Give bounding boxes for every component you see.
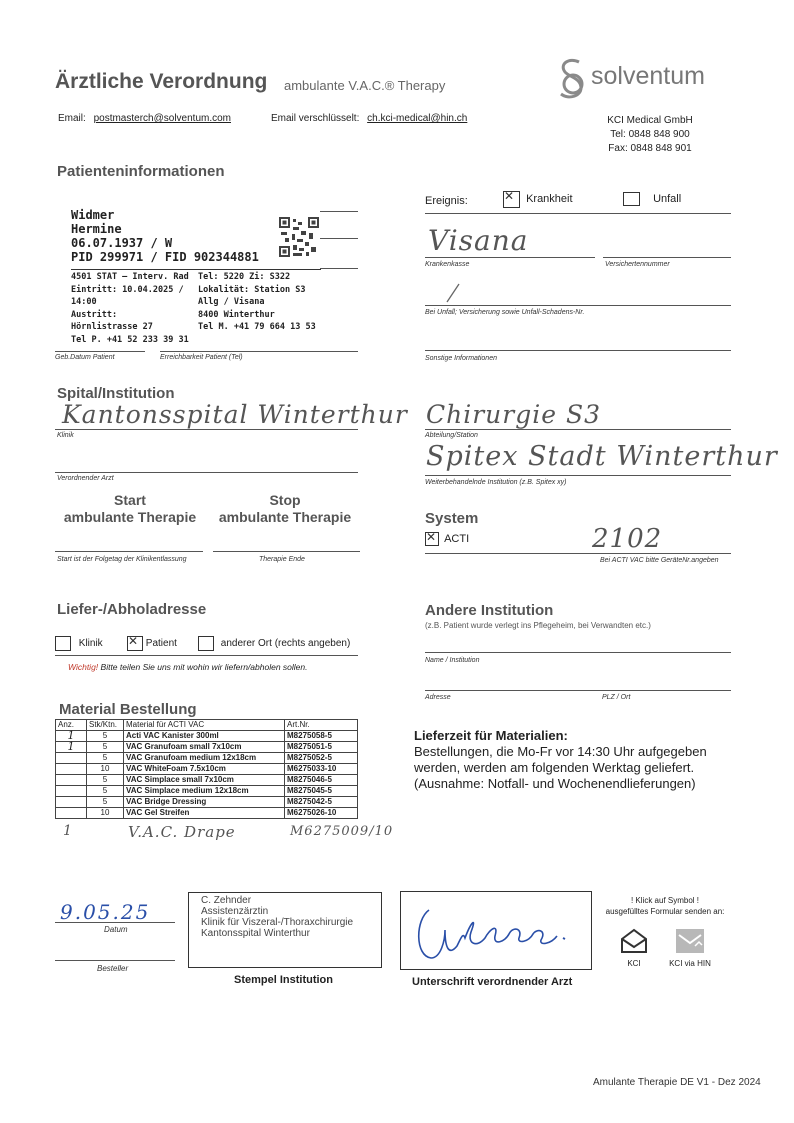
dob-field-label: Geb.Datum Patient [55, 354, 115, 361]
material-artnr-cell: M8275042-5 [285, 797, 358, 808]
send-kci-button[interactable] [619, 928, 649, 968]
material-stk-cell: 10 [87, 808, 124, 819]
lieferzeit-line3: (Ausnahme: Notfall- und Wochenendlieferungen) [414, 776, 696, 791]
material-name-cell: VAC Bridge Dressing [124, 797, 285, 808]
acti-option[interactable] [425, 532, 469, 546]
acti-checkbox[interactable] [425, 532, 439, 546]
patient-lastname: Widmer [71, 208, 115, 222]
brand-name: solventum [591, 62, 705, 90]
andere-plz-label: PLZ / Ort [602, 694, 631, 701]
material-artnr-cell: M8275045-5 [285, 786, 358, 797]
material-name-cell: VAC Granufoam medium 12x18cm [124, 753, 285, 764]
liefer-anderer-option[interactable] [198, 636, 350, 651]
krankheit-checkbox[interactable] [503, 191, 520, 208]
stamp-line-3: Klinik für Viszeral-/Thoraxchirurgie [201, 917, 354, 928]
liefer-klinik-label: Klinik [78, 638, 103, 650]
stamp-line-1: C. Zehnder [201, 895, 252, 906]
klick-line-1: ! Klick auf Symbol ! [630, 896, 700, 905]
krankenkasse-value[interactable]: Visana [428, 224, 529, 257]
material-name-cell: VAC Granufoam small 7x10cm [124, 742, 285, 753]
andere-adresse-label: Adresse [425, 694, 451, 701]
klinik-value[interactable]: Kantonsspital Winterthur [62, 400, 408, 429]
material-artnr-cell: M8275058-5 [285, 731, 358, 742]
kci-label: KCI [627, 959, 641, 968]
unfall-option[interactable] [623, 192, 681, 206]
patient-sticker [55, 205, 360, 345]
datum-label: Datum [104, 925, 128, 934]
liefer-note [68, 662, 307, 672]
material-row [56, 731, 358, 742]
andere-name-label: Name / Institution [425, 657, 480, 664]
material-anz-cell[interactable] [56, 775, 87, 786]
patient-dob: 06.07.1937 / W [71, 236, 173, 250]
sticker-tel-mobile: Tel M. +41 79 664 13 53 [198, 322, 316, 332]
geraete-nr-value[interactable]: 2102 [592, 524, 663, 554]
extra-material[interactable]: V.A.C. Drape [128, 823, 236, 841]
unfall-label: Unfall [653, 192, 682, 205]
material-stk-cell: 10 [87, 764, 124, 775]
weiterbehandelnde-value[interactable]: Spitex Stadt Winterthur [426, 441, 778, 472]
lieferzeit-line1: Bestellungen, die Mo-Fr vor 14:30 Uhr aufgegeben [414, 744, 707, 759]
wichtig-label: Wichtig! [68, 662, 99, 672]
material-row [56, 764, 358, 775]
liefer-patient-label: Patient [145, 638, 177, 650]
col-artnr: Art.Nr. [285, 720, 358, 731]
liefer-patient-checkbox[interactable] [127, 636, 143, 651]
krankenkasse-label: Krankenkasse [425, 261, 470, 268]
material-stk-cell: 5 [87, 731, 124, 742]
geraete-nr-label: Bei ACTI VAC bitte GeräteNr.angeben [600, 557, 719, 564]
email-row [58, 113, 231, 124]
spital-section-title: Spital/Institution [57, 385, 175, 402]
versichertennummer-label: Versichertennummer [605, 261, 670, 268]
sticker-tel-private: Tel P. +41 52 233 39 31 [71, 334, 189, 345]
qr-code [279, 217, 319, 257]
besteller-label: Besteller [97, 964, 129, 973]
material-header-row [56, 720, 358, 731]
start-field-label: Start ist der Folgetag der Klinikentlassung [57, 556, 187, 563]
krankheit-label: Krankheit [526, 193, 573, 206]
unfall-nr-label: Bei Unfall; Versicherung sowie Unfall-Schadens-Nr. [425, 309, 585, 316]
material-stk-cell: 5 [87, 797, 124, 808]
start-heading [55, 492, 205, 526]
sticker-street: Hörnlistrasse 27 [71, 322, 153, 332]
material-name-cell: VAC Simplace medium 12x18cm [124, 786, 285, 797]
stamp-box [188, 892, 382, 968]
send-kci-hin-button[interactable] [668, 928, 712, 968]
klinik-label: Klinik [57, 432, 74, 439]
sticker-location: Lokalität: Station S3 [198, 284, 306, 295]
stop-title: Stop [269, 492, 301, 508]
col-anz: Anz. [56, 720, 87, 731]
acti-label: ACTI [444, 532, 470, 545]
sticker-city: 8400 Winterthur [198, 309, 275, 320]
arzt-label: Verordnender Arzt [57, 475, 114, 482]
material-anz-cell[interactable] [56, 797, 87, 808]
sticker-station: 4501 STAT – Interv. Rad [71, 272, 189, 282]
signature-box[interactable] [400, 891, 592, 970]
company-block [590, 114, 710, 156]
material-artnr-cell: M8275052-5 [285, 753, 358, 764]
liefer-patient-option[interactable] [127, 636, 177, 651]
sonstige-label: Sonstige Informationen [425, 355, 497, 362]
material-anz-cell[interactable]: 1 [56, 731, 87, 742]
stamp-label: Stempel Institution [234, 974, 333, 986]
signature-label: Unterschrift verordnender Arzt [412, 976, 573, 988]
material-artnr-cell: M6275026-10 [285, 808, 358, 819]
andere-section-title: Andere Institution [425, 602, 554, 619]
material-section-title: Material Bestellung [59, 701, 197, 718]
material-anz-cell[interactable] [56, 808, 87, 819]
send-instructions [600, 895, 730, 917]
material-row [56, 775, 358, 786]
stop-subtitle: ambulante Therapie [218, 509, 352, 525]
wichtig-text: Bitte teilen Sie uns mit wohin wir liefern/abholen sollen. [100, 662, 308, 672]
material-stk-cell: 5 [87, 775, 124, 786]
solventum-logo [555, 58, 725, 100]
lieferzeit-line2: werden, werden am folgenden Werktag geliefert. [414, 760, 695, 775]
email-enc-link[interactable]: ch.kci-medical@hin.ch [367, 113, 468, 124]
material-name-cell: Acti VAC Kanister 300ml [124, 731, 285, 742]
abteilung-label: Abteilung/Station [425, 432, 478, 439]
system-section-title: System [425, 510, 479, 527]
material-anz-cell[interactable]: 1 [56, 742, 87, 753]
material-row [56, 808, 358, 819]
andere-hint: (z.B. Patient wurde verlegt ins Pflegeheim, bei Verwandten etc.) [425, 621, 651, 630]
krankheit-option[interactable] [503, 191, 573, 208]
lieferzeit-title: Lieferzeit für Materialien: [414, 728, 568, 743]
datum-value[interactable]: 9.05.25 [60, 900, 151, 924]
stamp-line-2: Assistenzärztin [201, 906, 269, 917]
hin-envelope-icon [675, 928, 705, 954]
solventum-logo-icon [555, 58, 591, 100]
sticker-insurance: Allg / Visana [198, 297, 265, 307]
col-stk: Stk/Ktn. [87, 720, 124, 731]
unfall-checkbox[interactable] [623, 192, 640, 206]
klick-line-2: ausgefülltes Formular senden an: [605, 907, 725, 916]
liefer-klinik-option[interactable] [55, 636, 103, 651]
material-row [56, 742, 358, 753]
material-artnr-cell: M6275033-10 [285, 764, 358, 775]
material-row [56, 753, 358, 764]
company-fax: Fax: 0848 848 901 [608, 143, 692, 154]
sticker-eintritt: Eintritt: 10.04.2025 / 14:00 [71, 284, 184, 307]
stop-heading [210, 492, 360, 526]
material-anz-cell[interactable] [56, 753, 87, 764]
material-name-cell: VAC WhiteFoam 7.5x10cm [124, 764, 285, 775]
material-table [55, 719, 358, 819]
version-footer: Amulante Therapie DE V1 - Dez 2024 [593, 1077, 761, 1088]
stamp-line-4: Kantonsspital Winterthur [201, 928, 310, 939]
liefer-anderer-checkbox[interactable] [198, 636, 214, 651]
company-name: KCI Medical GmbH [607, 115, 693, 126]
kci-hin-label: KCI via HIN [669, 959, 711, 968]
patient-firstname: Hermine [71, 222, 122, 236]
abteilung-value[interactable]: Chirurgie S3 [426, 400, 602, 429]
reach-field-label: Erreichbarkeit Patient (Tel) [160, 354, 243, 361]
material-row [56, 797, 358, 808]
material-name-cell: VAC Gel Streifen [124, 808, 285, 819]
sticker-austritt: Austritt: [71, 309, 118, 320]
email-link[interactable]: postmasterch@solventum.com [93, 113, 231, 124]
liefer-klinik-checkbox[interactable] [55, 636, 71, 651]
ende-field-label: Therapie Ende [259, 556, 305, 563]
material-row [56, 786, 358, 797]
col-material: Material für ACTI VAC [124, 720, 285, 731]
start-subtitle: ambulante Therapie [63, 509, 197, 525]
sticker-room: Tel: 5220 Zi: S322 [198, 272, 291, 282]
liefer-section-title: Liefer-/Abholadresse [57, 601, 207, 618]
envelope-icon [619, 928, 649, 954]
patient-section-title: Patienteninformationen [57, 163, 225, 180]
material-anz-cell[interactable] [56, 786, 87, 797]
form-title: Ärztliche Verordnung [55, 70, 268, 93]
material-anz-cell[interactable] [56, 764, 87, 775]
material-stk-cell: 5 [87, 742, 124, 753]
weiterbehandelnde-label: Weiterbehandelnde Institution (z.B. Spitex xy) [425, 479, 567, 486]
email-enc-row [271, 113, 467, 124]
email-enc-label: Email verschlüsselt: [271, 113, 360, 124]
lieferzeit-block [414, 728, 707, 792]
material-name-cell: VAC Simplace small 7x10cm [124, 775, 285, 786]
patient-pid: PID 299971 / FID 902344881 [71, 250, 259, 264]
extra-artnr[interactable]: M6275009/10 [290, 824, 394, 839]
material-stk-cell: 5 [87, 753, 124, 764]
company-tel: Tel: 0848 848 900 [610, 129, 690, 140]
signature-drawing [401, 892, 591, 969]
extra-anz[interactable]: 1 [63, 823, 73, 839]
slash-mark [443, 282, 463, 304]
form-subtitle: ambulante V.A.C.® Therapy [284, 78, 446, 93]
material-artnr-cell: M8275051-5 [285, 742, 358, 753]
material-stk-cell: 5 [87, 786, 124, 797]
event-label: Ereignis: [425, 195, 468, 207]
start-title: Start [114, 492, 146, 508]
material-artnr-cell: M8275046-5 [285, 775, 358, 786]
liefer-anderer-label: anderer Ort (rechts angeben) [220, 638, 351, 650]
email-label: Email: [58, 113, 86, 124]
